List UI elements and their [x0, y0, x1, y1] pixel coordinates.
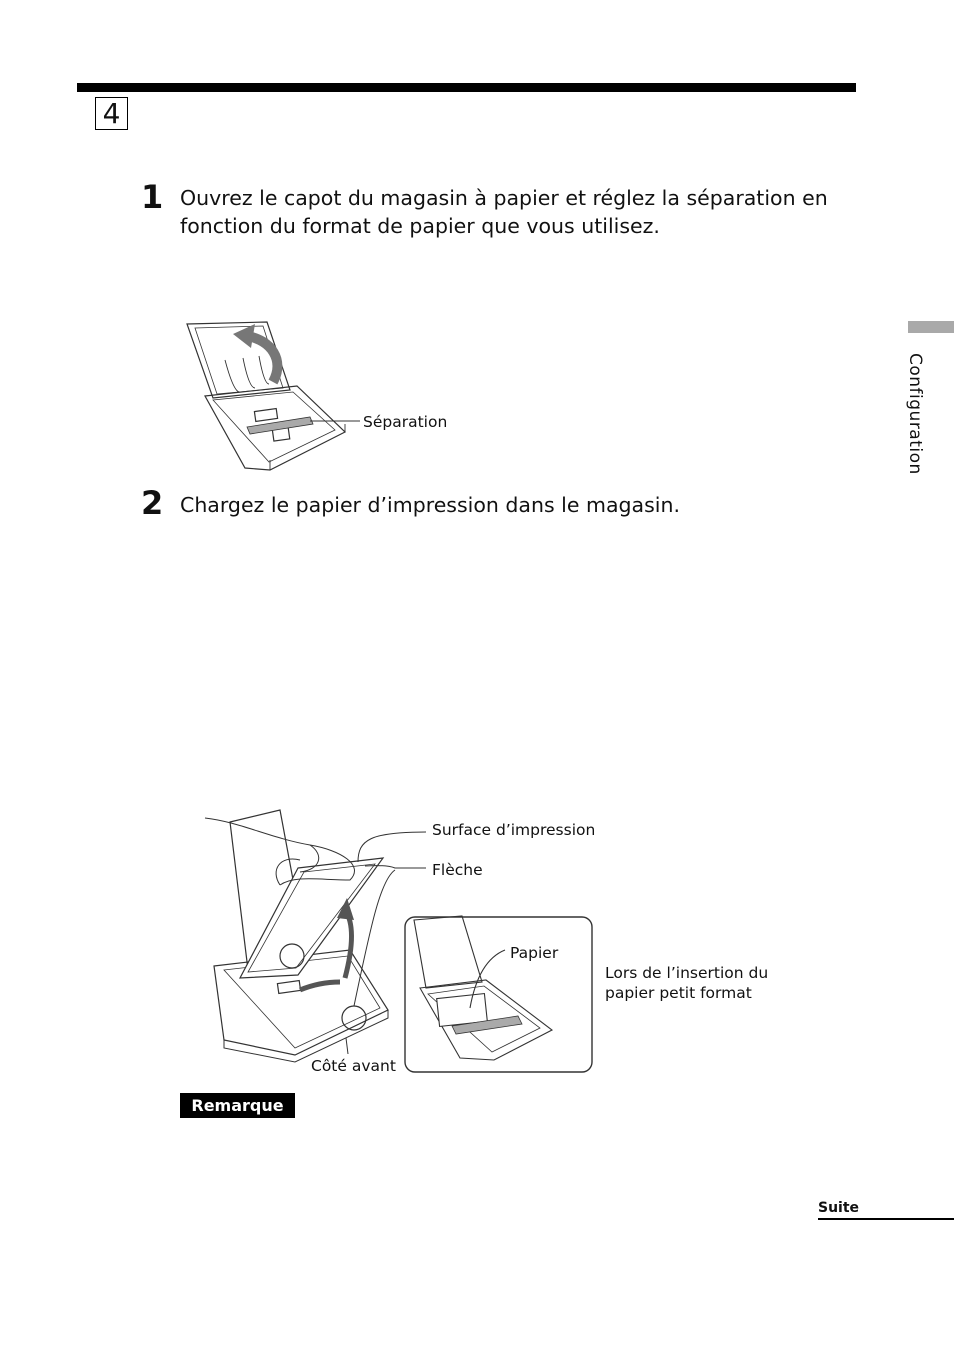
step-2-number: 2 [141, 484, 164, 522]
print-surface-label: Surface d’impression [432, 821, 596, 839]
small-format-note-line2: papier petit format [605, 984, 752, 1002]
paper-label: Papier [510, 944, 559, 962]
step-1-text: Ouvrez le capot du magasin à papier et réglez la séparation en fonction du format de papier que vous utilisez. [180, 186, 828, 238]
continue-rule [818, 1218, 954, 1220]
header-rule [77, 83, 856, 92]
step-1-number: 1 [141, 178, 164, 216]
front-side-label: Côté avant [311, 1057, 396, 1075]
paper-tray-separator-illustration [185, 320, 365, 475]
continue-label: Suite [818, 1200, 860, 1216]
small-format-note-line1: Lors de l’insertion du [605, 964, 769, 982]
separation-label: Séparation [363, 413, 448, 431]
section-side-label: Configuration [905, 353, 925, 475]
step-2-text: Chargez le papier d’impression dans le magasin. [180, 493, 680, 517]
note-heading: Remarque [180, 1093, 295, 1118]
section-number-box: 4 [95, 97, 128, 130]
arrow-mark-label: Flèche [432, 861, 483, 879]
section-tab-marker [908, 321, 954, 333]
